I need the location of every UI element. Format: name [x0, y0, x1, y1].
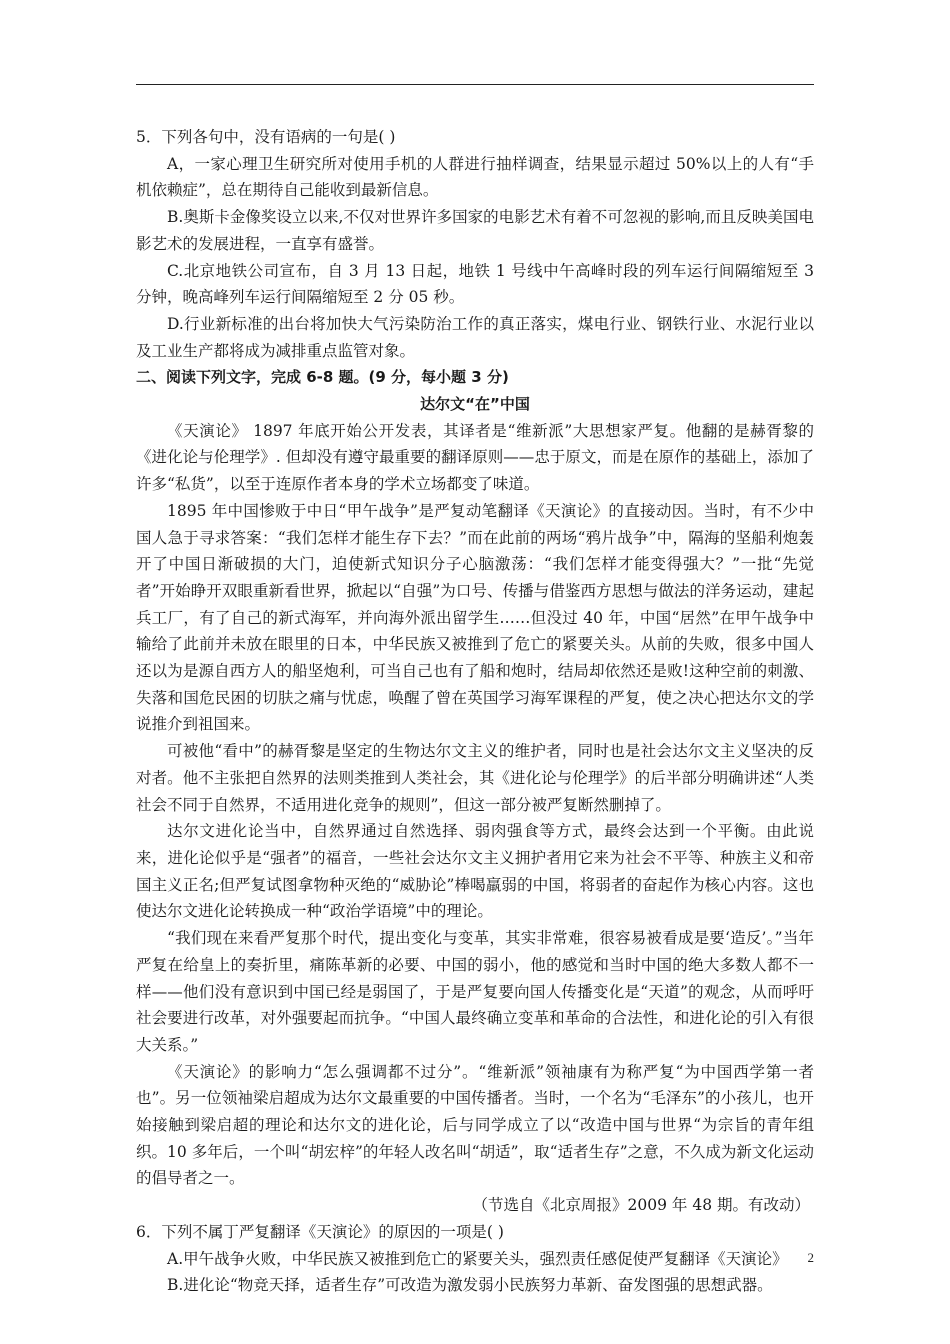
- article-paragraph: 《天演论》的影响力“怎么强调都不过分”。“维新派”领袖康有为称严复“为中国西学第一者也”。另一位领袖梁启超成为达尔文最重要的中国传播者。当时，一个名为“毛泽东”的小孩儿，也开始接触到梁启超的理论和达尔文的进化论，后与同学成立了以“改造中国与世界“为宗旨的青年组织。10 多年后，一个叫“胡宏梓”的年轻人改名叫“胡适”，取“适者生存”之意，不久成为新文化运动的倡导者之一。: [136, 1062, 814, 1188]
- header-rule: [136, 84, 814, 85]
- section-heading: 二、阅读下列文字，完成 6-8 题。(9 分，每小题 3 分): [136, 368, 509, 387]
- article-paragraph: 1895 年中国惨败于中日“甲午战争”是严复动笔翻译《天演论》的直接动因。当时，有不少中国人急于寻求答案：“我们怎样才能生存下去？”而在此前的两场“鸦片战争”中，隔海的坚船利炮轰开了中国日渐破损的大门，迫使新式知识分子心脑激荡：“我们怎样才能变得强大？”一批“先觉者”开始睁开双眼重新看世界，掀起以“自强”为口号、传播与借鉴西方思想与做法的洋务运动，建起兵工厂，有了自己的新式海军，并向海外派出留学生……但没过 40 年，中国“居然”在甲午战争中输给了此前并未放在眼里的日本，中华民族又被推到了危亡的紧要关头。从前的失败，很多中国人还以为是源自西方人的船坚炮利，可当自己也有了船和炮时，结局却依然还是败!这种空前的刺激、失落和国危民困的切肤之痛与忧虑，唤醒了曾在英国学习海军课程的严复，使之决心把达尔文的学说推介到祖国来。: [136, 501, 814, 734]
- question-5-stem: 5．下列各句中，没有语病的一句是( ): [136, 128, 396, 146]
- question-6-stem: 6．下列不属丁严复翻译《天演论》的原因的一项是( ): [136, 1222, 504, 1241]
- article-paragraph: 可被他“看中”的赫胥黎是坚定的生物达尔文主义的维护者，同时也是社会达尔文主义坚决的反对者。他不主张把自然界的法则类推到人类社会，其《进化论与伦理学》的后半部分明确讲述“人类社会不同于自然界，不适用进化竞争的规则”，但这一部分被严复断然删掉了。: [136, 742, 814, 814]
- question-5-option-b: B.奥斯卡金像奖设立以来,不仅对世界许多国家的电影艺术有着不可忽视的影响,而且反映美国电影艺术的发展进程，一直享有盛誉。: [136, 208, 814, 253]
- question-6-option-a: A.甲午战争火败，中华民族又被推到危亡的紧要关头，强烈责任感促使严复翻译《天演论》: [167, 1249, 788, 1268]
- article-source: （节选自《北京周报》2009 年 48 期。有改动）: [472, 1196, 810, 1215]
- page-number: 2: [807, 1250, 814, 1265]
- article-paragraph: 达尔文进化论当中，自然界通过自然选择、弱肉强食等方式，最终会达到一个平衡。由此说来，进化论似乎是“强者”的福音，一些社会达尔文主义拥护者用它来为社会不平等、种族主义和帝国主义正名;但严复试图拿物种灭绝的“威胁论”棒喝羸弱的中国，将弱者的奋起作为核心内容。这也使达尔文进化论转换成一种“政治学语境”中的理论。: [136, 822, 814, 921]
- article-paragraph: “我们现在来看严复那个时代，提出变化与变革，其实非常难，很容易被看成是要‘造反’。”当年严复在给皇上的奏折里，痛陈革新的必要、中国的弱小，他的感觉和当时中国的绝大多数人都不一样——他们没有意识到中国已经是弱国了，于是严复要向国人传播变化是“天道”的观念，从而呼吁社会要进行改革，对外强要起而抗争。“中国人最终确立变革和革命的合法性，和进化论的引入有很大关系。”: [136, 929, 814, 1054]
- question-6-option-b: B.进化论“物竞天择，适者生存”可改造为激发弱小民族努力革新、奋发图强的思想武器。: [167, 1276, 773, 1295]
- document-body: [136, 124, 814, 1299]
- article-paragraph: 《天演论》 1897 年底开始公开发表，其译者是“维新派”大思想家严复。他翻的是赫胥黎的《进化论与伦理学》. 但却没有遵守最重要的翻译原则——忠于原文，而是在原作的基础上，添加了许多“私货”，以至于连原作者本身的学术立场都变了味道。: [136, 421, 814, 494]
- article-title: 达尔文“在”中国: [420, 395, 530, 414]
- question-5-option-c: C.北京地铁公司宣布，自 3 月 13 日起，地铁 1 号线中午高峰时段的列车运行间隔缩短至 3 分钟，晚高峰列车运行间隔缩短至 2 分 05 秒。: [136, 261, 814, 307]
- question-5-option-a: A，一家心理卫生研究所对使用手机的人群进行抽样调查，结果显示超过 50%以上的人有“手机依赖症”，总在期待自己能收到最新信息。: [136, 154, 814, 200]
- question-5-option-d: D.行业新标准的出台将加快大气污染防治工作的真正落实，煤电行业、钢铁行业、水泥行业以及工业生产都将成为减排重点监管对象。: [136, 314, 814, 360]
